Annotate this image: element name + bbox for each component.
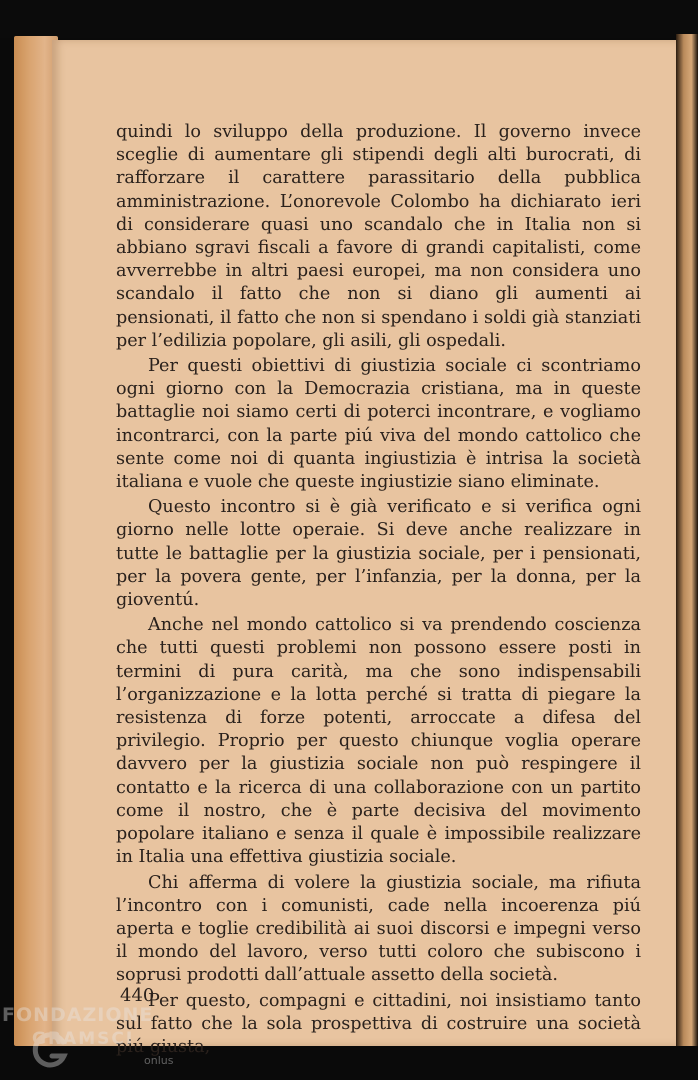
page-number: 440 [120,985,155,1006]
paragraph-1: quindi lo sviluppo della produzione. Il governo invece sceglie di aumentare gli stipendi degli alti burocrati, di rafforzare il carattere parassitario della pubblica amministrazione. L’onorevole Colombo ha dichiarato ieri di considerare quasi uno scandalo che in Italia non si abbiano sgravi fiscali a favore di grandi capitalisti, come avverrebbe in altri paesi europei, ma non considera uno scandalo il fatto che non si diano gli aumenti ai pensionati, il fatto che non si spendano i soldi già stanziati per l’edilizia popolare, gli asili, gli ospedali. [116,122,641,351]
paragraph-2: Per questi obiettivi di giustizia sociale ci scontriamo ogni giorno con la Democrazia cristiana, ma in queste battaglie noi siamo certi di poterci incontrare, e vogliamo incontrarci, con la parte piú viva del mondo cattolico che sente come noi di quanta ingiustizia è intrisa la società italiana e vuole che queste ingiustizie siano eliminate. [116,356,641,493]
book-spine-right [676,34,698,1048]
fondazione-gramsci-watermark [2,1004,192,1080]
paragraph-4: Anche nel mondo cattolico si va prendendo coscienza che tutti questi problemi non possono essere posti in termini di pura carità, ma che sono indispensabili l’organizzazione e la lotta perché si tratta di piegare la resistenza di forze potenti, arroccate a difesa del privilegio. Proprio per questo chiunque voglia operare davvero per la giustizia sociale non può respingere il contatto e la ricerca di una collaborazione con un partito come il nostro, che è parte decisiva del movimento popolare italiano e senza il quale è impossibile realizzare in Italia una effettiva giustizia sociale. [116,615,641,868]
paragraph-3: Questo incontro si è già verificato e si verifica ogni giorno nelle lotte operaie. Si deve anche realizzare in tutte le battaglie per la giustizia sociale, per i pensionati, per la povera gente, per l’infanzia, per la donna, per la gioventú. [116,497,641,611]
paragraph-6: Per questo, compagni e cittadini, noi insistiamo tanto sul fatto che la sola prospettiva di costruire una società piú giusta, [116,990,641,1057]
watermark-name: FONDAZIONE [2,1004,154,1026]
watermark-name-2: GRAMSCI [32,1029,135,1049]
watermark-onlus: onlus [144,1054,174,1067]
body-text [116,121,641,1061]
scan-background-top [0,0,698,38]
paragraph-5: Chi afferma di volere la giustizia sociale, ma rifiuta l’incontro con i comunisti, cade nella incoerenza piú aperta e toglie credibilità ai suoi discorsi e impegni verso il mondo del lavoro, verso tutti coloro che subiscono i soprusi prodotti dall’attuale assetto della società. [116,872,641,986]
